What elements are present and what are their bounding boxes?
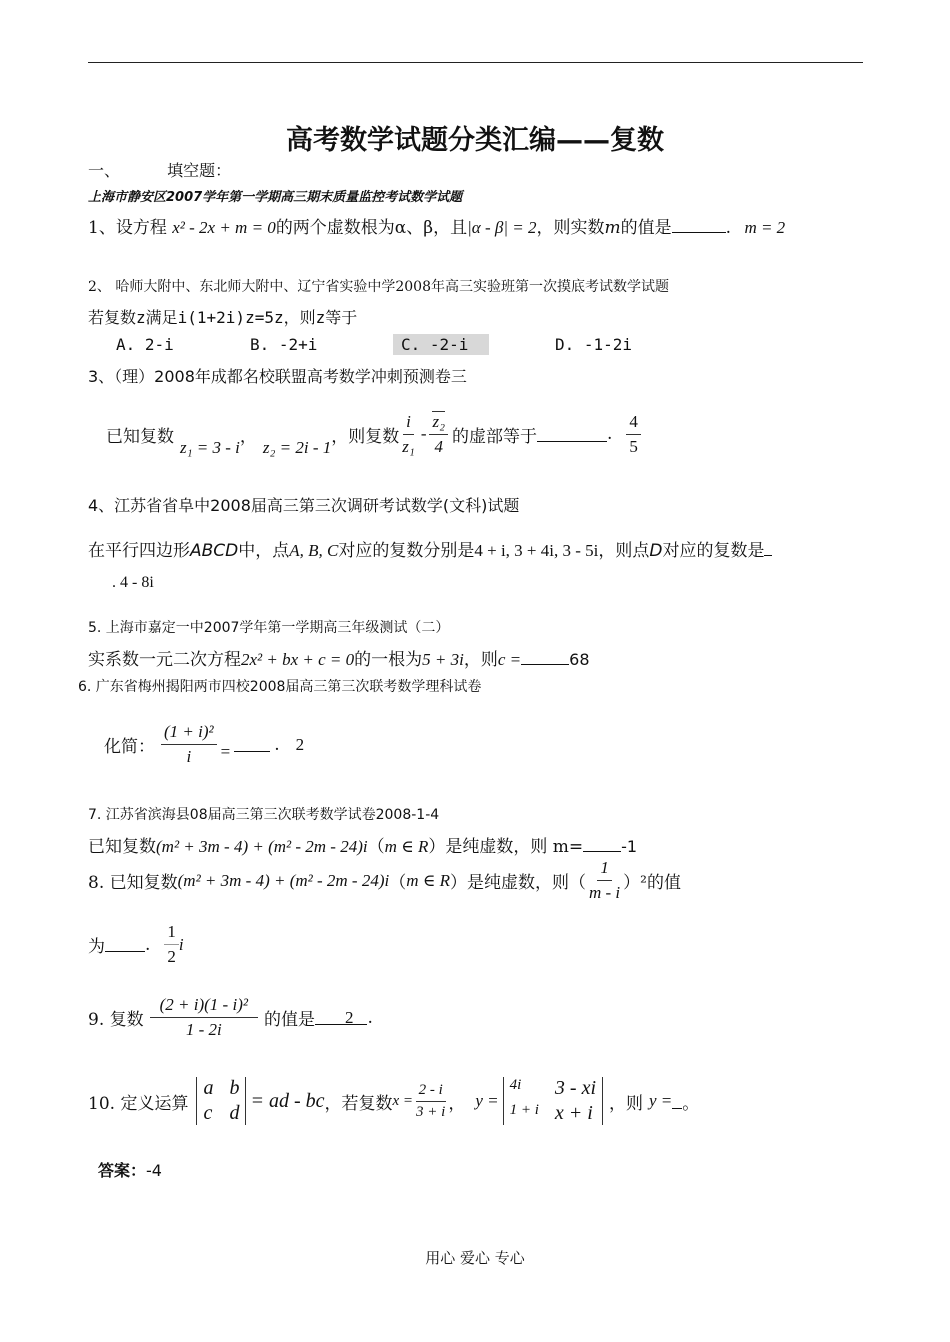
q5-c: c = [497,650,522,669]
question-8 [88,858,681,903]
q3-answer-blank [537,427,607,442]
q6-text-2: . [274,734,280,755]
q9-text-1: 9. 复数 [88,1010,144,1030]
q10-answer-value: -4 [146,1161,162,1180]
q8-text-6: . [145,934,151,955]
q10-x: x = [392,1092,414,1109]
q10-comma: ， [448,1093,466,1114]
q3-fraction-i-den: z₁ [402,436,415,456]
q3-comma: ， [239,426,257,447]
q8-expression: (m² + 3m - 4) + (m² - 2m - 24)i [177,870,390,890]
section-heading [88,158,231,181]
q10-text-2: ，若复数 [324,1093,393,1114]
q1-answer-blank [672,218,726,233]
q4-text-1: 在平行四边形 [88,541,190,561]
q7-text-2: （ [367,837,385,857]
q5-text-1: 实系数一元二次方程 [88,650,241,670]
q2-option-d: D. -1-2i [555,335,633,354]
question-1 [88,213,785,238]
q5-answer-blank [521,650,569,665]
q10-answer-blank [672,1094,682,1109]
q10-det-d: d [229,1102,240,1124]
question-5 [88,645,590,670]
q2-option-b: B. -2+i [250,335,318,354]
question-10 [88,1077,699,1125]
q7-condition: m ∈ R [384,837,429,856]
q3-answer-num: 4 [626,412,641,435]
q6-answer: 2 [295,734,305,754]
q4-text-3: 对应的复数分别是 [338,541,475,561]
q3-minus: - [420,424,427,443]
q8-fraction [586,858,623,903]
q4-text-4: ，则点 [598,541,650,561]
q9-text-3: . [367,1007,373,1028]
q3-text-2: ，则复数 [331,426,400,447]
q10-definition-determinant [196,1077,246,1125]
q3-fraction-z-den: 4 [434,436,443,456]
q7-text-3: ）是纯虚数，则 m= [428,837,584,857]
section-label: 填空题： [167,161,232,180]
page-title: 高考数学试题分类汇编——复数 [286,125,664,156]
q8-text-2: （ [389,873,407,893]
q9-answer-blank-left [315,1010,345,1025]
q4-abcd: ABCD [190,541,239,561]
q1-text-4: 的值是 [620,218,672,238]
q8-text-4: ）²的值 [623,873,681,893]
q6-fraction-den: i [186,747,192,766]
q6-answer-blank [234,737,270,752]
q8-answer-num: 1 [164,922,179,945]
question-4 [88,536,772,561]
q3-text-1: 已知复数 [106,426,174,447]
q3-answer-den: 5 [629,436,638,456]
q8-fraction-den: m - i [588,883,621,902]
q10-definition: = ad - bc [250,1089,325,1112]
q10-m11: 4i [509,1077,522,1093]
q10-answer-label: 答案： [98,1161,147,1180]
q10-x-fraction [413,1082,448,1121]
q6-fraction-num: (1 + i)² [161,722,217,745]
q7-answer: -1 [621,837,638,856]
q4-answer-blank [764,541,772,556]
q9-fraction-num: (2 + i)(1 - i)² [150,995,258,1018]
question-3 [106,410,641,458]
q1-source: 上海市静安区2007学年第一学期高三期末质量监控考试数学试题 [88,190,463,205]
q4-text-2: 中，点 [238,541,290,561]
q1-text-1: 设方程 [115,218,167,238]
q10-x-den: 3 + i [416,1103,446,1120]
q6-fraction [161,722,217,767]
q1-equation: x² - 2x + m = 0 [172,218,276,237]
q9-answer: 2 [344,1007,354,1027]
q5-text-3: ，则 [463,650,498,670]
q3-fraction-i [399,412,418,457]
q8-answer-i: i [178,934,184,954]
q3-z2: z₂ = 2i - 1 [262,438,332,457]
q10-text-4: 。 [682,1093,700,1114]
q3-conjugate-z2: z₂ [432,411,446,431]
q7-answer-blank [583,837,621,852]
q5-text-2: 的一根为 [354,650,423,670]
q3-fraction-i-num: i [403,412,414,435]
q5-root: 5 + 3i [422,650,464,669]
q1-condition: |α - β| = 2 [467,218,537,237]
q8-text-3: ）是纯虚数，则（ [449,873,586,893]
q6-equals: = [220,741,231,761]
q8-fraction-num: 1 [597,858,612,881]
q10-m21: 1 + i [509,1102,539,1118]
question-9 [88,995,373,1040]
q10-det-c: c [203,1102,213,1124]
q10-answer [98,1158,162,1181]
q4-source: 4、江苏省省阜中2008届高三第三次调研考试数学(文科)试题 [88,496,520,515]
q10-x-num: 2 - i [416,1082,446,1102]
q1-number: 1、 [88,218,116,238]
q3-z1: z₁ = 3 - i [180,438,240,457]
q4-d: D [649,541,663,561]
q3-source: 3、（理）2008年成都名校联盟高考数学冲刺预测卷三 [88,367,467,386]
q10-y-result: y = [649,1091,673,1110]
q10-y: y = [475,1091,499,1110]
q10-y-determinant [503,1077,603,1125]
q3-answer [626,412,641,457]
q1-answer: m = 2 [744,218,786,237]
q8-text-1: 8. 已知复数 [88,873,178,893]
q5-equation: 2x² + bx + c = 0 [241,650,355,669]
q2-source: 2、 哈师大附中、东北师大附中、辽宁省实验中学2008年高三实验班第一次摸底考试数学试题 [88,279,669,295]
q6-source: 6. 广东省梅州揭阳两市四校2008届高三第三次联考数学理科试卷 [78,679,482,695]
q2-stem: 若复数z满足i(1+2i)z=5z，则z等于 [88,308,358,327]
q6-text-1: 化简： [104,737,155,757]
question-7 [88,832,637,857]
q4-answer: . 4 - 8i [112,574,154,591]
q8-condition: m ∈ R [406,870,450,890]
q2-option-a: A. 2-i [116,335,174,354]
q4-numbers: 4 + i, 3 + 4i, 3 - 5i [474,541,599,560]
q2-option-c: C. -2-i [393,334,489,355]
q9-fraction-den: 1 - 2i [185,1020,222,1039]
q4-text-5: 对应的复数是 [662,541,765,561]
q4-points: A, B, C [289,541,339,560]
q1-variable: m [604,218,621,238]
q8-answer [164,922,179,967]
q8-answer-blank [105,937,145,952]
q10-text-1: 10. 定义运算 [88,1093,189,1114]
q9-text-2: 的值是 [263,1010,315,1030]
q10-det-a: a [203,1077,214,1099]
question-8-answer-line [88,922,184,967]
q3-fraction-z-num [429,412,448,435]
page-footer: 用心 爱心 专心 [425,1249,525,1267]
q8-answer-den: 2 [167,947,176,966]
q9-answer-blank-right [353,1010,367,1025]
header-rule [88,62,863,63]
q10-m22: x + i [554,1102,593,1124]
q7-text-1: 已知复数 [88,837,156,857]
q1-text-3: ，则实数 [536,218,605,238]
q5-source: 5. 上海市嘉定一中2007学年第一学期高三年级测试（二） [88,620,450,636]
q7-expression: (m² + 3m - 4) + (m² - 2m - 24)i [156,837,368,856]
q3-text-3: 的虚部等于 [452,426,538,447]
q3-fraction-z [429,412,448,457]
question-6 [104,722,304,767]
q10-text-3: ，则 [609,1093,643,1114]
q3-text-4: . [607,424,613,444]
section-number: 一、 [88,161,121,180]
q9-fraction [150,995,258,1040]
q5-answer: 68 [569,650,590,669]
q1-text-2: 的两个虚数根为α、β，且 [275,218,468,238]
q7-source: 7. 江苏省滨海县08届高三第三次联考数学试卷2008-1-4 [88,807,440,823]
q1-text-5: . [725,218,732,238]
q10-det-b: b [229,1077,240,1099]
q10-m12: 3 - xi [554,1077,596,1099]
q8-text-5: 为 [88,937,105,957]
